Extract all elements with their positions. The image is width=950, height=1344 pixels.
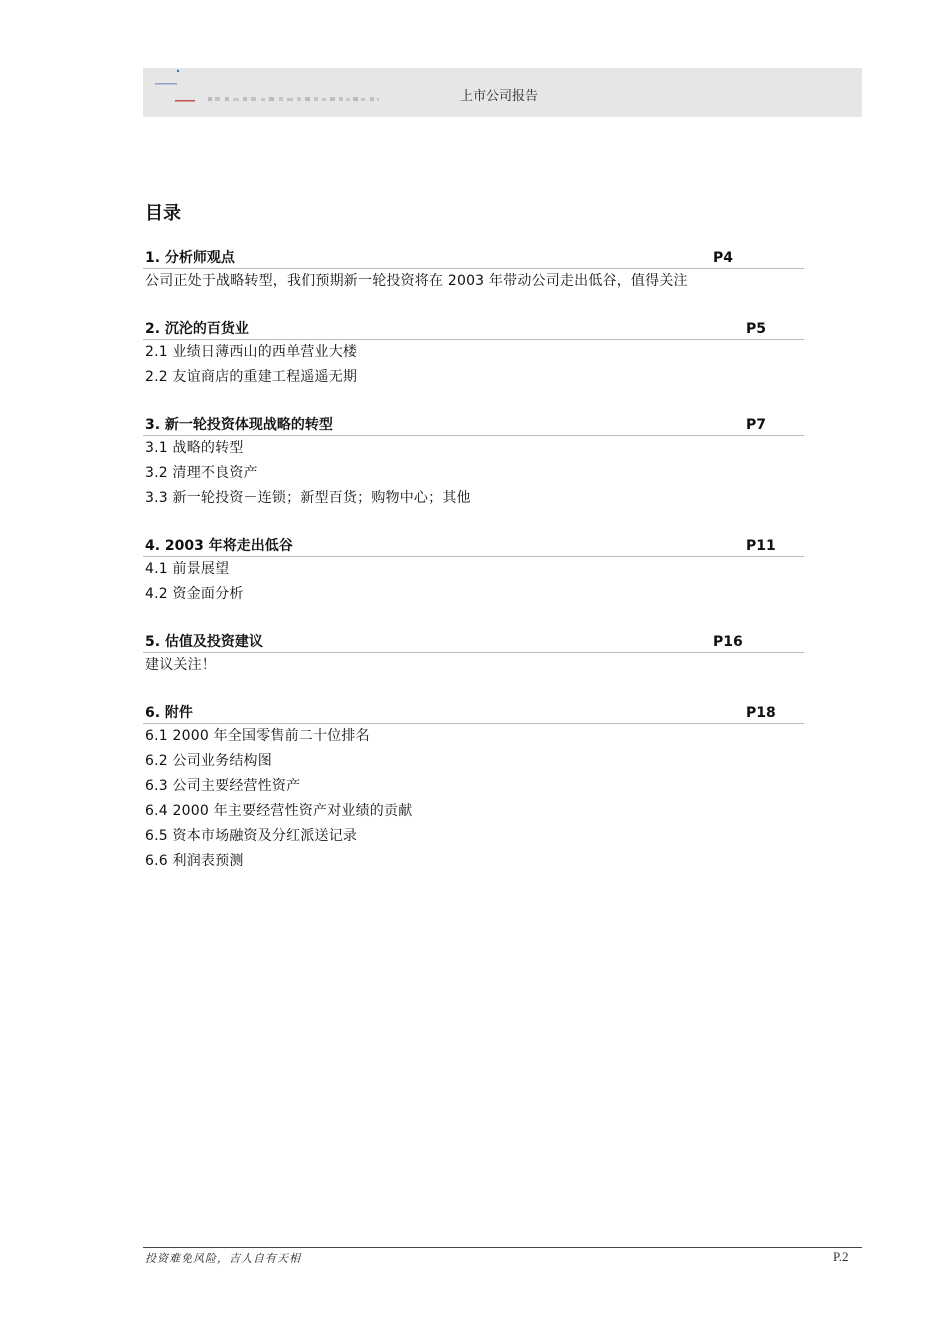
toc-section-header[interactable] xyxy=(143,415,804,436)
toc-heading: 目录 xyxy=(145,203,181,224)
report-type-title: 上市公司报告 xyxy=(460,89,539,104)
company-logo xyxy=(153,68,393,117)
page-number: P.2 xyxy=(833,1249,849,1264)
toc-subitem[interactable]: 6.2 公司业务结构图 xyxy=(145,753,272,769)
toc-subitem[interactable]: 6.6 利润表预测 xyxy=(145,853,244,869)
toc-page-number: P18 xyxy=(746,705,776,721)
toc-section-title: 1. 分析师观点 xyxy=(145,250,235,266)
toc-section-title: 6. 附件 xyxy=(145,705,193,721)
toc-subitem[interactable]: 6.1 2000 年全国零售前二十位排名 xyxy=(145,728,370,744)
toc-page-number: P11 xyxy=(746,538,776,554)
toc-section xyxy=(143,632,804,678)
toc-section-header[interactable] xyxy=(143,703,804,724)
toc-section-header[interactable] xyxy=(143,248,804,269)
toc-subitem[interactable]: 3.1 战略的转型 xyxy=(145,440,244,456)
toc-section xyxy=(143,319,804,390)
toc-page-number: P7 xyxy=(746,417,767,433)
toc-section-title: 2. 沉沦的百货业 xyxy=(145,321,249,337)
toc-subitem[interactable]: 2.2 友谊商店的重建工程遥遥无期 xyxy=(145,369,358,385)
toc-section xyxy=(143,248,804,294)
toc-section-header[interactable] xyxy=(143,632,804,653)
toc-section-header[interactable] xyxy=(143,536,804,557)
table-of-contents xyxy=(143,248,804,899)
toc-subitem[interactable]: 6.3 公司主要经营性资产 xyxy=(145,778,301,794)
toc-subitem[interactable]: 3.3 新一轮投资－连锁；新型百货；购物中心；其他 xyxy=(145,490,471,506)
toc-section-header[interactable] xyxy=(143,319,804,340)
toc-section-title: 3. 新一轮投资体现战略的转型 xyxy=(145,417,333,433)
toc-section-title: 5. 估值及投资建议 xyxy=(145,634,263,650)
toc-section xyxy=(143,703,804,874)
report-header xyxy=(143,68,862,117)
toc-page-number: P16 xyxy=(713,634,743,650)
footer-disclaimer: 投资难免风险，吉人自有天相 xyxy=(145,1252,301,1265)
toc-subitem[interactable]: 6.5 资本市场融资及分红派送记录 xyxy=(145,828,358,844)
toc-subitem[interactable]: 2.1 业绩日薄西山的西单营业大楼 xyxy=(145,344,358,360)
toc-page-number: P4 xyxy=(713,250,734,266)
toc-subitem[interactable]: 公司正处于战略转型，我们预期新一轮投资将在 2003 年带动公司走出低谷，值得关注 xyxy=(145,273,688,289)
toc-section xyxy=(143,415,804,511)
footer-divider xyxy=(143,1247,862,1248)
toc-section xyxy=(143,536,804,607)
toc-subitem[interactable]: 建议关注！ xyxy=(145,657,216,673)
toc-subitem[interactable]: 3.2 清理不良资产 xyxy=(145,465,258,481)
toc-page-number: P5 xyxy=(746,321,767,337)
toc-subitem[interactable]: 4.1 前景展望 xyxy=(145,561,230,577)
toc-section-title: 4. 2003 年将走出低谷 xyxy=(145,538,293,554)
toc-subitem[interactable]: 4.2 资金面分析 xyxy=(145,586,244,602)
toc-subitem[interactable]: 6.4 2000 年主要经营性资产对业绩的贡献 xyxy=(145,803,413,819)
